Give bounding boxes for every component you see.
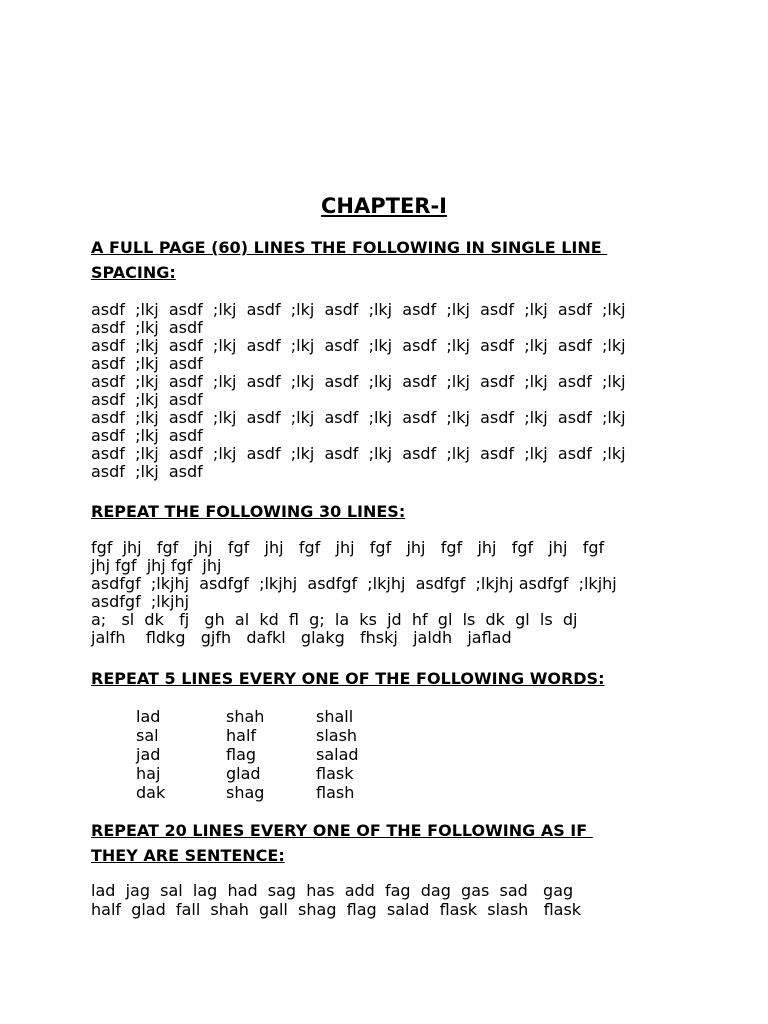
- drill-line: asdf ;lkj asdf ;lkj asdf ;lkj asdf ;lkj asdf ;lkj asdf ;lkj asdf ;lkj: [91, 444, 626, 463]
- word-table: [136, 707, 436, 802]
- sentence-line: half glad fall shah gall shag flag salad flask slash flask: [91, 900, 582, 919]
- chapter-title: CHAPTER-I: [321, 194, 447, 218]
- word: shall: [316, 707, 354, 726]
- word: sal: [136, 726, 159, 745]
- section1-heading-line2: SPACING:: [91, 263, 176, 282]
- word-row: [136, 783, 436, 802]
- drill-line: asdf ;lkj asdf ;lkj asdf ;lkj asdf ;lkj asdf ;lkj asdf ;lkj asdf ;lkj: [91, 408, 626, 427]
- word: flask: [316, 764, 354, 783]
- drill-line: asdf ;lkj asdf ;lkj asdf ;lkj asdf ;lkj asdf ;lkj asdf ;lkj asdf ;lkj: [91, 300, 626, 319]
- section1-heading-line1: A FULL PAGE (60) LINES THE FOLLOWING IN SINGLE LINE: [91, 238, 608, 257]
- drill-line: asdfgf ;lkjhj asdfgf ;lkjhj asdfgf ;lkjhj asdfgf ;lkjhj asdfgf ;lkjhj: [91, 574, 617, 593]
- drill-line: asdf ;lkj asdf: [91, 318, 203, 337]
- drill-line: a; sl dk fj gh al kd fl g; la ks jd hf gl ls dk gl ls dj: [91, 610, 578, 629]
- drill-line: fgf jhj fgf jhj fgf jhj fgf jhj fgf jhj fgf jhj fgf jhj fgf: [91, 538, 605, 557]
- drill-line: asdf ;lkj asdf ;lkj asdf ;lkj asdf ;lkj asdf ;lkj asdf ;lkj asdf ;lkj: [91, 336, 626, 355]
- sentence-line: lad jag sal lag had sag has add fag dag gas sad gag: [91, 881, 574, 900]
- drill-line: asdf ;lkj asdf: [91, 390, 203, 409]
- drill-line: jhj fgf jhj fgf jhj: [91, 556, 222, 575]
- section3-heading: [91, 666, 691, 691]
- section2-heading-line: REPEAT THE FOLLOWING 30 LINES:: [91, 502, 406, 521]
- word-row: [136, 764, 436, 783]
- word: flash: [316, 783, 355, 802]
- drill-line: asdf ;lkj asdf ;lkj asdf ;lkj asdf ;lkj asdf ;lkj asdf ;lkj asdf ;lkj: [91, 372, 626, 391]
- word: lad: [136, 707, 161, 726]
- section4-heading: [91, 818, 691, 868]
- word: half: [226, 726, 257, 745]
- word: shah: [226, 707, 265, 726]
- section2-drill-lines: [91, 539, 691, 647]
- drill-line: asdfgf ;lkjhj: [91, 592, 190, 611]
- word: dak: [136, 783, 166, 802]
- word: shag: [226, 783, 265, 802]
- section1-drill-lines: [91, 301, 691, 481]
- word-row: [136, 707, 436, 726]
- word-row: [136, 726, 436, 745]
- drill-line: asdf ;lkj asdf: [91, 426, 203, 445]
- section4-heading-line2: THEY ARE SENTENCE:: [91, 846, 285, 865]
- word: jad: [136, 745, 161, 764]
- section4-sentence-lines: [91, 881, 691, 919]
- drill-line: jalfh fldkg gjfh dafkl glakg fhskj jaldh jaflad: [91, 628, 512, 647]
- word: glad: [226, 764, 261, 783]
- word: haj: [136, 764, 161, 783]
- section3-heading-line: REPEAT 5 LINES EVERY ONE OF THE FOLLOWING WORDS:: [91, 669, 605, 688]
- word: flag: [226, 745, 257, 764]
- section4-heading-line1: REPEAT 20 LINES EVERY ONE OF THE FOLLOWING AS IF: [91, 821, 593, 840]
- drill-line: asdf ;lkj asdf: [91, 462, 203, 481]
- word: slash: [316, 726, 358, 745]
- section2-heading: [91, 499, 691, 524]
- word: salad: [316, 745, 359, 764]
- section1-heading: [91, 235, 691, 285]
- drill-line: asdf ;lkj asdf: [91, 354, 203, 373]
- word-row: [136, 745, 436, 764]
